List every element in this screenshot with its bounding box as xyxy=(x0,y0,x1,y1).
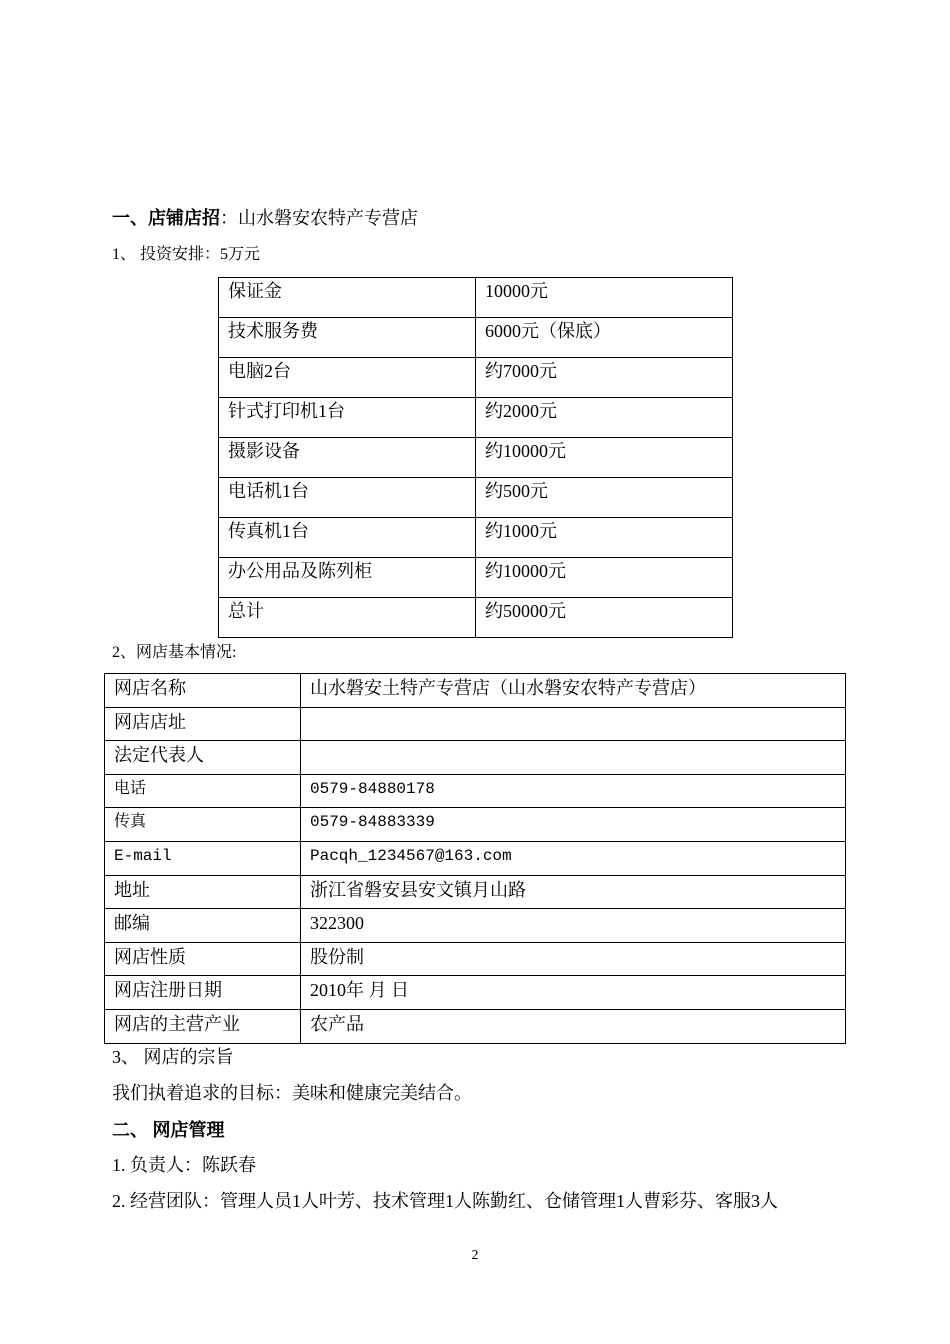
table-row xyxy=(105,808,846,842)
row-value: 约7000元 xyxy=(476,358,733,398)
table-row xyxy=(219,398,733,438)
table-row xyxy=(105,741,846,775)
row-label: 网店性质 xyxy=(105,942,301,976)
table-row xyxy=(105,976,846,1010)
row-value: Pacqh_1234567@163.com xyxy=(301,841,846,875)
row-label: E-mail xyxy=(105,841,301,875)
row-value: 约1000元 xyxy=(476,518,733,558)
row-label: 网店的主营产业 xyxy=(105,1009,301,1043)
team-line: 2. 经营团队：管理人员1人叶芳、技术管理1人陈勤红、仓储管理1人曹彩芬、客服3人 xyxy=(112,1191,778,1211)
row-label: 保证金 xyxy=(219,278,476,318)
section1-shop-name: ：山水磐安农特产专营店 xyxy=(220,208,418,228)
row-value xyxy=(301,741,846,775)
row-label: 网店名称 xyxy=(105,674,301,708)
row-label: 针式打印机1台 xyxy=(219,398,476,438)
table-row xyxy=(219,438,733,478)
row-label: 电脑2台 xyxy=(219,358,476,398)
table-row xyxy=(105,774,846,808)
row-value: 约500元 xyxy=(476,478,733,518)
row-label: 总计 xyxy=(219,598,476,638)
section1-heading xyxy=(112,206,418,230)
row-label: 网店注册日期 xyxy=(105,976,301,1010)
investment-table xyxy=(218,277,733,638)
row-label: 办公用品及陈列柜 xyxy=(219,558,476,598)
item1-investment: 1、 投资安排：5万元 xyxy=(112,246,261,263)
table-row xyxy=(219,278,733,318)
row-value: 约10000元 xyxy=(476,438,733,478)
section2-heading: 二、 网店管理 xyxy=(112,1120,225,1140)
manager-line: 1. 负责人：陈跃春 xyxy=(112,1155,256,1175)
shop-info-table xyxy=(104,673,846,1044)
row-value: 322300 xyxy=(301,909,846,943)
row-label: 传真 xyxy=(105,808,301,842)
row-label: 地址 xyxy=(105,875,301,909)
table-row xyxy=(219,558,733,598)
row-value: 浙江省磐安县安文镇月山路 xyxy=(301,875,846,909)
table-row xyxy=(105,841,846,875)
row-label: 技术服务费 xyxy=(219,318,476,358)
row-label: 网店店址 xyxy=(105,707,301,741)
row-label: 传真机1台 xyxy=(219,518,476,558)
row-value: 约2000元 xyxy=(476,398,733,438)
row-value: 约50000元 xyxy=(476,598,733,638)
item3-mission: 3、 网店的宗旨 xyxy=(112,1047,234,1067)
item2-basic-info: 2、网店基本情况: xyxy=(112,644,237,661)
table-row xyxy=(219,518,733,558)
row-value xyxy=(301,707,846,741)
row-label: 电话机1台 xyxy=(219,478,476,518)
row-value: 约10000元 xyxy=(476,558,733,598)
table-row xyxy=(219,318,733,358)
row-value: 10000元 xyxy=(476,278,733,318)
row-value: 6000元（保底） xyxy=(476,318,733,358)
mission-text: 我们执着追求的目标：美味和健康完美结合。 xyxy=(112,1083,472,1103)
page-number: 2 xyxy=(471,1248,479,1263)
table-row xyxy=(105,707,846,741)
row-value: 0579-84883339 xyxy=(301,808,846,842)
row-label: 电话 xyxy=(105,774,301,808)
section1-title: 一、店铺店招 xyxy=(112,208,220,228)
table-row xyxy=(105,909,846,943)
table-row xyxy=(105,1009,846,1043)
row-value: 2010年 月 日 xyxy=(301,976,846,1010)
table-row xyxy=(219,478,733,518)
table-row xyxy=(105,942,846,976)
row-label: 法定代表人 xyxy=(105,741,301,775)
table-row xyxy=(105,674,846,708)
row-value: 农产品 xyxy=(301,1009,846,1043)
table-row xyxy=(219,358,733,398)
row-label: 邮编 xyxy=(105,909,301,943)
table-row xyxy=(105,875,846,909)
row-value: 股份制 xyxy=(301,942,846,976)
table-row xyxy=(219,598,733,638)
row-value: 0579-84880178 xyxy=(301,774,846,808)
row-value: 山水磐安土特产专营店（山水磐安农特产专营店） xyxy=(301,674,846,708)
row-label: 摄影设备 xyxy=(219,438,476,478)
